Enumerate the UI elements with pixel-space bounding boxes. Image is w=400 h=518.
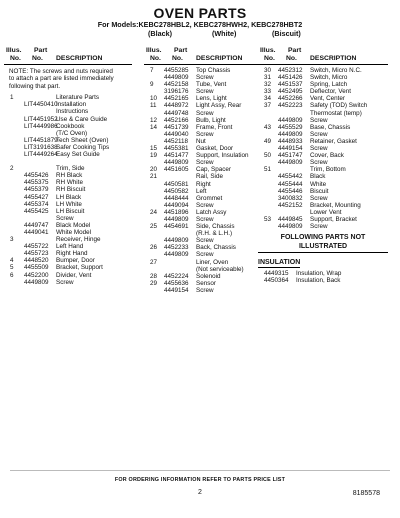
part-number: 4452158: [164, 81, 189, 89]
parts-row: [258, 278, 388, 285]
part-description: Cookbook: [56, 122, 85, 130]
part-description: RH Black: [56, 172, 83, 180]
part-number: 4455427: [24, 193, 49, 201]
part-description: Insulation, Wrap: [296, 270, 342, 278]
illus-number: 30: [264, 67, 272, 74]
part-description: Screw: [310, 116, 328, 124]
part-description: Top Chassis: [196, 67, 231, 74]
part-number: 4451426: [278, 74, 303, 82]
part-number: 4449041: [24, 229, 49, 236]
part-description: Screw: [196, 237, 214, 245]
part-description: LH Biscuit: [56, 207, 85, 215]
parts-row: [144, 288, 260, 295]
part-number: 4449154: [278, 145, 303, 153]
part-number: 4455723: [24, 250, 49, 258]
part-number: 4455446: [278, 187, 303, 195]
part-number: 4451537: [278, 81, 303, 89]
parts-row: [4, 280, 132, 287]
illus-number: 11: [150, 102, 157, 110]
part-number: 4452165: [164, 95, 189, 103]
part-number: LIT4451952: [24, 115, 58, 123]
part-description: Screw: [196, 88, 214, 96]
part-number: 4455285: [164, 67, 189, 74]
color-black: (Black): [148, 29, 172, 38]
parts-column-1: [4, 47, 132, 287]
illus-number: 33: [264, 88, 272, 96]
part-number: 4449809: [164, 215, 189, 223]
part-description: Screw: [196, 159, 214, 167]
part-description: LH White: [56, 200, 82, 208]
part-description: Side, Chassis: [196, 223, 235, 231]
part-description: Insulation, Back: [296, 277, 341, 285]
part-number: 4449315: [264, 270, 289, 278]
illus-number: 10: [150, 95, 158, 103]
part-number: 4449809: [278, 223, 303, 231]
part-description: Gasket, Door: [196, 145, 234, 153]
part-number: 4455529: [278, 123, 303, 131]
part-description: Screw: [56, 214, 74, 222]
illus-number: 15: [150, 145, 158, 153]
part-number: 4449809: [164, 74, 189, 82]
following-parts-heading: FOLLOWING PARTS NOT ILLUSTRATED: [258, 234, 388, 253]
part-number: 4449748: [164, 109, 189, 117]
part-number: 4449809: [278, 159, 303, 167]
illus-number: 19: [150, 152, 158, 160]
part-description: Bracket, Support: [56, 264, 103, 272]
part-description: Biscuit: [310, 187, 329, 195]
part-number: 4448933: [278, 137, 303, 145]
part-number: 4452312: [278, 67, 303, 74]
part-number: 4454691: [164, 223, 189, 231]
part-description: Screw: [310, 194, 328, 202]
part-description: Rail, Side: [196, 173, 223, 181]
note-text: NOTE: The screws and nuts required to attach a part are listed immediately following that part.: [9, 68, 114, 90]
part-number: 4455379: [24, 186, 49, 194]
illus-number: 29: [150, 279, 158, 287]
part-description: Cap, Spacer: [196, 166, 232, 174]
illus-number: 14: [150, 123, 158, 131]
part-number: 4455375: [24, 179, 49, 187]
part-description: Cover, Back: [310, 152, 344, 160]
part-number: 4449809: [24, 278, 49, 286]
part-description: Support, Bracket: [310, 215, 357, 223]
part-description: Screw: [196, 215, 214, 223]
document-number: 8185578: [352, 490, 380, 497]
part-description: Installation: [56, 101, 87, 109]
part-number: 4455442: [278, 173, 303, 181]
part-number: 4448972: [164, 102, 189, 110]
part-number: 4452495: [278, 88, 303, 96]
illus-number: 37: [264, 102, 272, 110]
part-number: LIT4449264: [24, 150, 58, 158]
part-description: Tube, Vent: [196, 81, 227, 89]
part-description: Lens, Light: [196, 95, 227, 103]
part-description: Sensor: [196, 279, 216, 287]
part-description: Deflector, Vent: [310, 88, 351, 96]
part-description: Solenoid: [196, 272, 221, 280]
illus-number: 2: [10, 165, 14, 173]
part-description: Screw: [310, 159, 328, 167]
part-description: Trim, Side: [56, 165, 85, 173]
illus-number: 50: [264, 152, 272, 160]
footer-divider: [10, 470, 390, 471]
part-description: LH Black: [56, 193, 82, 201]
part-number: 4450581: [164, 180, 189, 188]
part-number: 4455426: [24, 172, 49, 180]
part-number: 4452233: [164, 244, 189, 252]
part-description: Switch, Micro: [310, 74, 348, 82]
illus-number: 20: [150, 166, 158, 174]
part-description: Use & Care Guide: [56, 115, 108, 123]
part-number: 4449154: [164, 286, 189, 294]
part-number: 4452266: [278, 95, 303, 103]
part-description: Bracket, Mounting: [310, 201, 361, 209]
part-description: Vent, Center: [310, 95, 346, 103]
part-number: LIT3191638: [24, 143, 58, 151]
illus-number: 49: [264, 137, 272, 145]
part-description: White: [310, 180, 327, 188]
part-description: Bulb, Light: [196, 116, 226, 124]
part-description: (T/C Oven): [56, 129, 88, 137]
part-number: LIT4451879: [24, 136, 58, 144]
part-description: Screw: [196, 130, 214, 138]
part-description: Screw: [310, 223, 328, 231]
part-number: 4449809: [278, 130, 303, 138]
illus-number: 53: [264, 215, 272, 223]
part-number: 4451747: [278, 152, 303, 160]
models-line: For Models:KEBC278HBL2, KEBC278HWH2, KEBC278HBT2: [97, 20, 303, 29]
part-description: Black: [310, 173, 326, 181]
part-description: Screw: [196, 74, 214, 82]
part-description: (R.H. & L.H.): [196, 230, 233, 238]
color-white: (White): [212, 29, 237, 38]
color-biscuit: (Biscuit): [272, 29, 301, 38]
part-description: Light Assy, Rear: [196, 102, 242, 110]
part-description: Safety (TOD) Switch: [310, 102, 368, 110]
part-description: Safer Cooking Tips: [56, 143, 110, 151]
part-description: Screw: [196, 201, 214, 209]
part-number: 4452166: [164, 116, 189, 124]
part-description: (Not serviceable): [196, 265, 244, 273]
part-description: Frame, Front: [196, 123, 233, 131]
part-number: 4452223: [278, 102, 303, 110]
part-description: Screw: [196, 286, 214, 294]
part-description: Base, Chassis: [310, 123, 351, 131]
part-number: 3196176: [164, 88, 189, 96]
illus-number: 3: [10, 236, 14, 244]
part-number: 4449094: [164, 201, 189, 209]
part-description: Retainer, Gasket: [310, 137, 357, 145]
parts-row: [258, 224, 388, 231]
part-description: Left: [196, 187, 207, 195]
illus-number: 5: [10, 264, 14, 272]
column-header: Illus. No. Part No. DESCRIPTION: [258, 47, 388, 65]
illus-number: 4: [10, 257, 14, 265]
part-description: Screw: [196, 109, 214, 117]
part-number: 4448444: [164, 194, 189, 202]
part-description: Support, Insulation: [196, 152, 249, 160]
part-description: RH Biscuit: [56, 186, 86, 194]
part-number: 4448520: [24, 257, 49, 265]
parts-column-3: [258, 47, 388, 286]
illus-number: 32: [264, 81, 272, 89]
illus-number: 26: [150, 244, 158, 252]
part-number: 4455722: [24, 243, 49, 251]
parts-row: [4, 152, 132, 159]
part-description: Screw: [196, 251, 214, 259]
part-description: Back, Chassis: [196, 244, 236, 252]
part-description: Divider, Vent: [56, 271, 92, 279]
part-number: 4449809: [164, 251, 189, 259]
illus-number: 43: [264, 123, 272, 131]
part-description: Easy Set Guide: [56, 150, 100, 158]
part-number: 4455374: [24, 200, 49, 208]
illus-number: 27: [150, 258, 158, 266]
part-description: Latch Assy: [196, 208, 227, 216]
part-description: Liner, Oven: [196, 258, 229, 266]
part-number: 4451739: [164, 123, 189, 131]
part-number: 4449809: [164, 159, 189, 167]
part-number: 4450582: [164, 187, 189, 195]
part-description: Bumper, Door: [56, 257, 95, 265]
part-number: 4452152: [278, 201, 303, 209]
part-number: 3400832: [278, 194, 303, 202]
part-number: LIT4450410: [24, 101, 58, 109]
part-description: Screw: [310, 145, 328, 153]
part-number: LIT4449986: [24, 122, 58, 130]
part-description: Switch, Micro N.C.: [310, 67, 362, 74]
part-description: Literature Parts: [56, 94, 100, 102]
part-number: 4455381: [164, 145, 189, 153]
part-number: 4451896: [164, 208, 189, 216]
page-title: OVEN PARTS: [153, 5, 247, 21]
part-number: 4455509: [24, 264, 49, 272]
insulation-heading: INSULATION: [258, 259, 301, 267]
part-description: Screw: [56, 278, 74, 286]
part-number: 4449040: [164, 130, 189, 138]
part-number: 4452224: [164, 272, 189, 280]
part-description: RH White: [56, 179, 83, 187]
illus-number: 51: [264, 166, 272, 174]
illus-number: 34: [264, 95, 272, 103]
part-description: Tech Sheet (Oven): [56, 136, 109, 144]
illus-number: 6: [10, 271, 14, 279]
illus-number: 1: [10, 94, 14, 102]
part-description: Thermostat (temp): [310, 109, 362, 117]
part-number: 4452200: [24, 271, 49, 279]
part-description: Left Hand: [56, 243, 84, 251]
illus-number: 25: [150, 223, 158, 231]
part-number: 4451605: [164, 166, 189, 174]
part-number: 4455636: [164, 279, 189, 287]
illus-number: 31: [264, 74, 272, 82]
illus-number: 21: [150, 173, 158, 181]
part-description: Instructions: [56, 108, 89, 116]
part-number: 4449845: [278, 215, 303, 223]
part-number: 4455444: [278, 180, 303, 188]
part-number: 4455425: [24, 207, 49, 215]
part-number: 4452118: [164, 137, 189, 145]
illus-number: 9: [150, 81, 154, 89]
part-number: 4449747: [24, 221, 49, 229]
page-number: 2: [198, 489, 202, 496]
part-description: Nut: [196, 137, 206, 145]
parts-column-2: [144, 47, 260, 295]
part-description: Spring, Latch: [310, 81, 348, 89]
part-number: 4449809: [278, 116, 303, 124]
illus-number: 12: [150, 116, 158, 124]
part-description: Grommet: [196, 194, 223, 202]
illus-number: 24: [150, 208, 158, 216]
part-description: Right Hand: [56, 250, 88, 258]
part-description: Receiver, Hinge: [56, 236, 101, 244]
column-header: Illus. No. Part No. DESCRIPTION: [4, 47, 132, 65]
ordering-footer: FOR ORDERING INFORMATION REFER TO PARTS PRICE LIST: [114, 477, 286, 483]
part-number: 4449809: [164, 237, 189, 245]
column-header: Illus. No. Part No. DESCRIPTION: [144, 47, 260, 65]
part-description: White Model: [56, 229, 91, 236]
illus-number: 7: [150, 67, 154, 74]
part-number: 4451477: [164, 152, 189, 160]
part-description: Right: [196, 180, 211, 188]
illus-number: 28: [150, 272, 158, 280]
part-description: Black Model: [56, 221, 91, 229]
part-description: Trim, Bottom: [310, 166, 346, 174]
part-number: 4450364: [264, 277, 289, 285]
part-description: Lower Vent: [310, 208, 342, 216]
part-description: Screw: [310, 130, 328, 138]
